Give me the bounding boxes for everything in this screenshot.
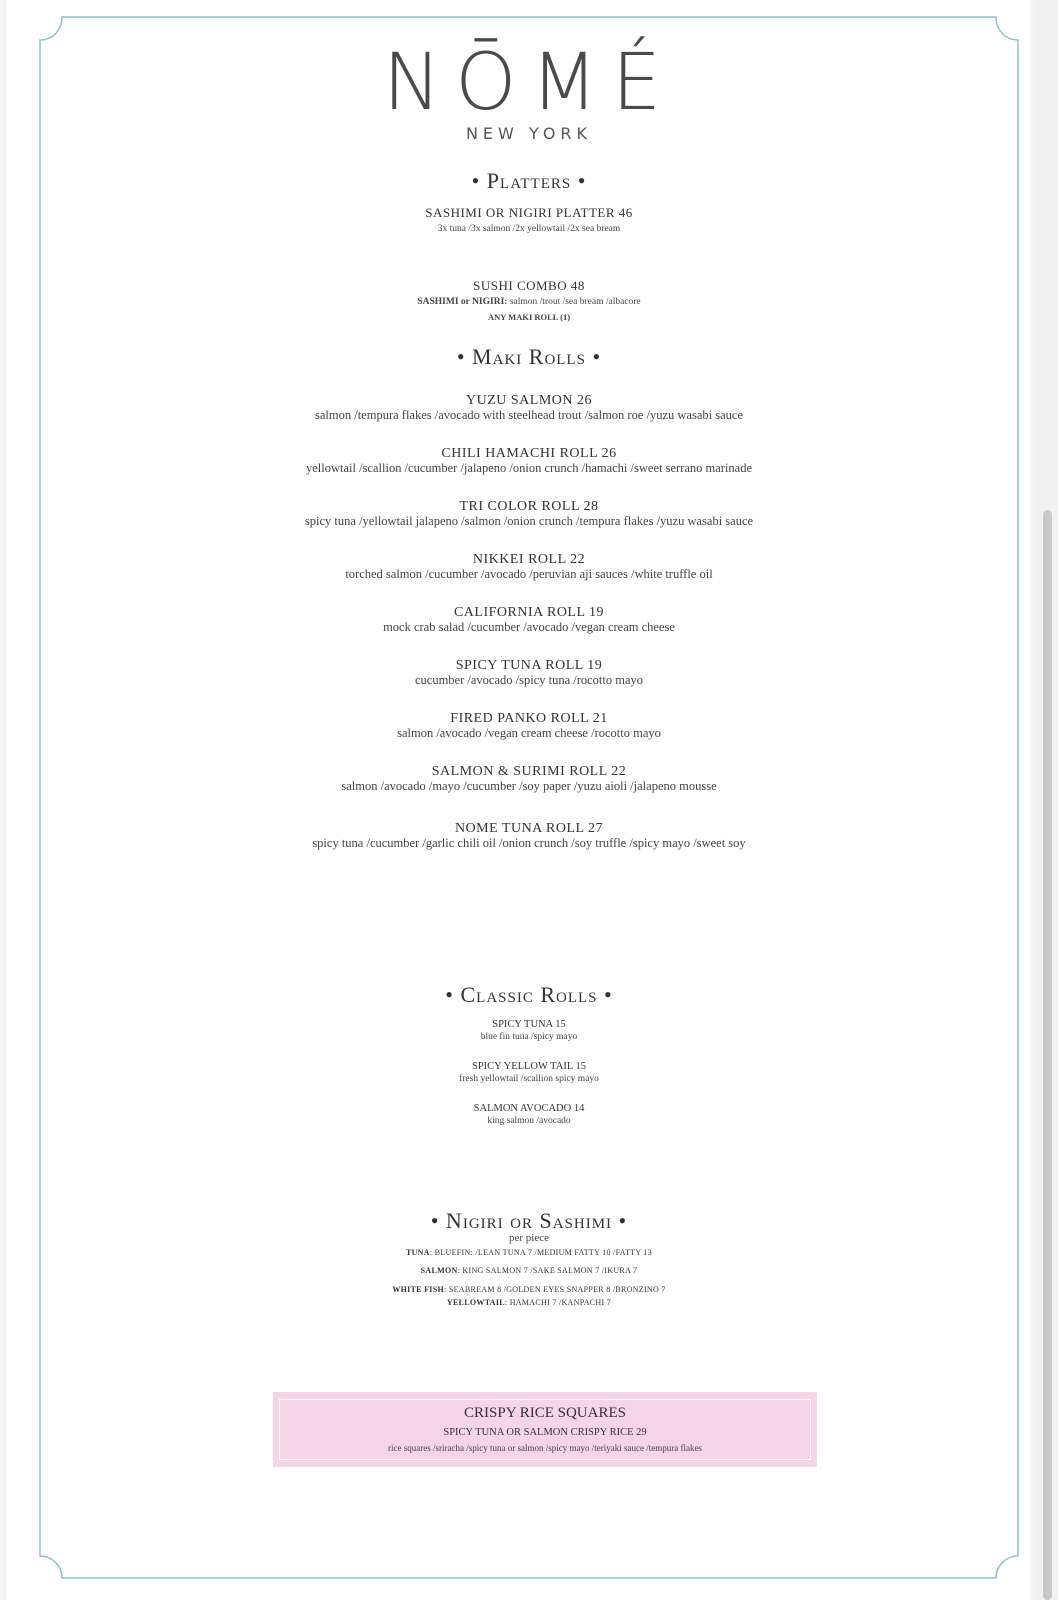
menu-item-title: SALMON AVOCADO 14 — [473, 1103, 585, 1114]
menu-item-desc: salmon /avocado /mayo /cucumber /soy paper /yuzu aioli /jalapeno mousse — [341, 779, 717, 793]
menu-item-title: FIRED PANKO ROLL 21 — [450, 711, 608, 726]
crispy-rice-box — [273, 1392, 817, 1467]
menu-item-desc: 3x tuna /3x salmon /2x yellowtail /2x sea bream — [437, 224, 621, 234]
nigiri-row-label: SALMON — [420, 1266, 458, 1275]
nigiri-heading: • Nigiri or Sashimi • — [430, 1208, 628, 1233]
menu-item-desc: torched salmon /cucumber /avocado /peruvian aji sauces /white truffle oil — [345, 567, 713, 581]
menu-item-title: YUZU SALMON 26 — [466, 393, 592, 408]
nigiri-row-label: TUNA — [405, 1248, 430, 1257]
menu-item-desc — [0, 297, 1058, 307]
nigiri-row-text: : KING SALMON 7 /SAKE SALMON 7 /IKURA 7 — [457, 1266, 638, 1275]
brand-city: NEW YORK — [465, 124, 593, 143]
desc-text: salmon /trout /sea bream /albacore — [507, 297, 641, 307]
menu-item-desc: king salmon /avocado — [487, 1116, 571, 1126]
menu-item-title: SASHIMI OR NIGIRI PLATTER 46 — [425, 205, 633, 220]
nigiri-row-label: YELLOWTAIL — [446, 1298, 505, 1307]
menu-item-title: SPICY YELLOW TAIL 15 — [472, 1061, 586, 1072]
menu-item-desc: mock crab salad /cucumber /avocado /vegan cream cheese — [383, 620, 675, 634]
menu-item-title: SUSHI COMBO 48 — [473, 278, 585, 293]
nigiri-row — [0, 1248, 1058, 1257]
brand-logo: NŌMÉ — [382, 38, 676, 128]
nigiri-row-label: WHITE FISH — [392, 1285, 444, 1294]
nigiri-row-text: : HAMACHI 7 /KANPACHI 7 — [504, 1298, 612, 1307]
menu-item-desc: salmon /tempura flakes /avocado with steelhead trout /salmon roe /yuzu wasabi sauce — [315, 408, 743, 422]
crispy-rice-heading: CRISPY RICE SQUARES — [464, 1405, 626, 1421]
menu-item-title: NIKKEI ROLL 22 — [472, 552, 586, 567]
menu-item-desc: spicy tuna /yellowtail jalapeno /salmon /onion crunch /tempura flakes /yuzu wasabi sauce — [304, 514, 754, 528]
menu-item-desc: fresh yellowtail /scallion spicy mayo — [459, 1074, 599, 1084]
crispy-rice-desc: rice squares /sriracha /spicy tuna or salmon /spicy mayo /teriyaki sauce /tempura flakes — [388, 1443, 702, 1453]
nigiri-row-text: : BLUEFIN: /LEAN TUNA 7 /MEDIUM FATTY 10 /FATTY 13 — [429, 1248, 653, 1257]
menu-item-title: CALIFORNIA ROLL 19 — [453, 605, 605, 620]
desc-bold: SASHIMI or NIGIRI: — [417, 297, 508, 307]
nigiri-row — [0, 1266, 1058, 1275]
nigiri-row-text: : SEABREAM 8 /GOLDEN EYES SNAPPER 8 /BRONZINO 7 — [444, 1285, 666, 1294]
menu-item-title: NOME TUNA ROLL 27 — [454, 821, 604, 836]
maki-heading: • Maki Rolls • — [456, 344, 602, 369]
menu-item-desc: salmon /avocado /vegan cream cheese /rocotto mayo — [397, 726, 661, 740]
nigiri-row — [0, 1298, 1058, 1307]
menu-item-title: CHILI HAMACHI ROLL 26 — [441, 446, 617, 461]
menu-item-desc: yellowtail /scallion /cucumber /jalapeno /onion crunch /hamachi /sweet serrano marinade — [305, 461, 753, 475]
classic-heading: • Classic Rolls • — [445, 982, 613, 1007]
menu-item-title: SPICY TUNA 15 — [492, 1019, 566, 1030]
menu-item-title: SALMON & SURIMI ROLL 22 — [431, 764, 627, 779]
menu-item-desc: cucumber /avocado /spicy tuna /rocotto mayo — [414, 673, 644, 687]
crispy-rice-title: SPICY TUNA OR SALMON CRISPY RICE 29 — [443, 1427, 647, 1438]
nigiri-row — [0, 1285, 1058, 1294]
menu-item-desc: spicy tuna /cucumber /garlic chili oil /onion crunch /soy truffle /spicy mayo /sweet soy — [312, 836, 746, 850]
menu-item-desc: blue fin tuna /spicy mayo — [480, 1032, 578, 1042]
menu-item-title: TRI COLOR ROLL 28 — [459, 499, 599, 514]
menu-item-title: SPICY TUNA ROLL 19 — [455, 658, 603, 673]
menu-item-desc: ANY MAKI ROLL (1) — [487, 312, 571, 322]
nigiri-subheading: per piece — [509, 1232, 549, 1244]
platters-heading: • Platters • — [471, 168, 587, 193]
